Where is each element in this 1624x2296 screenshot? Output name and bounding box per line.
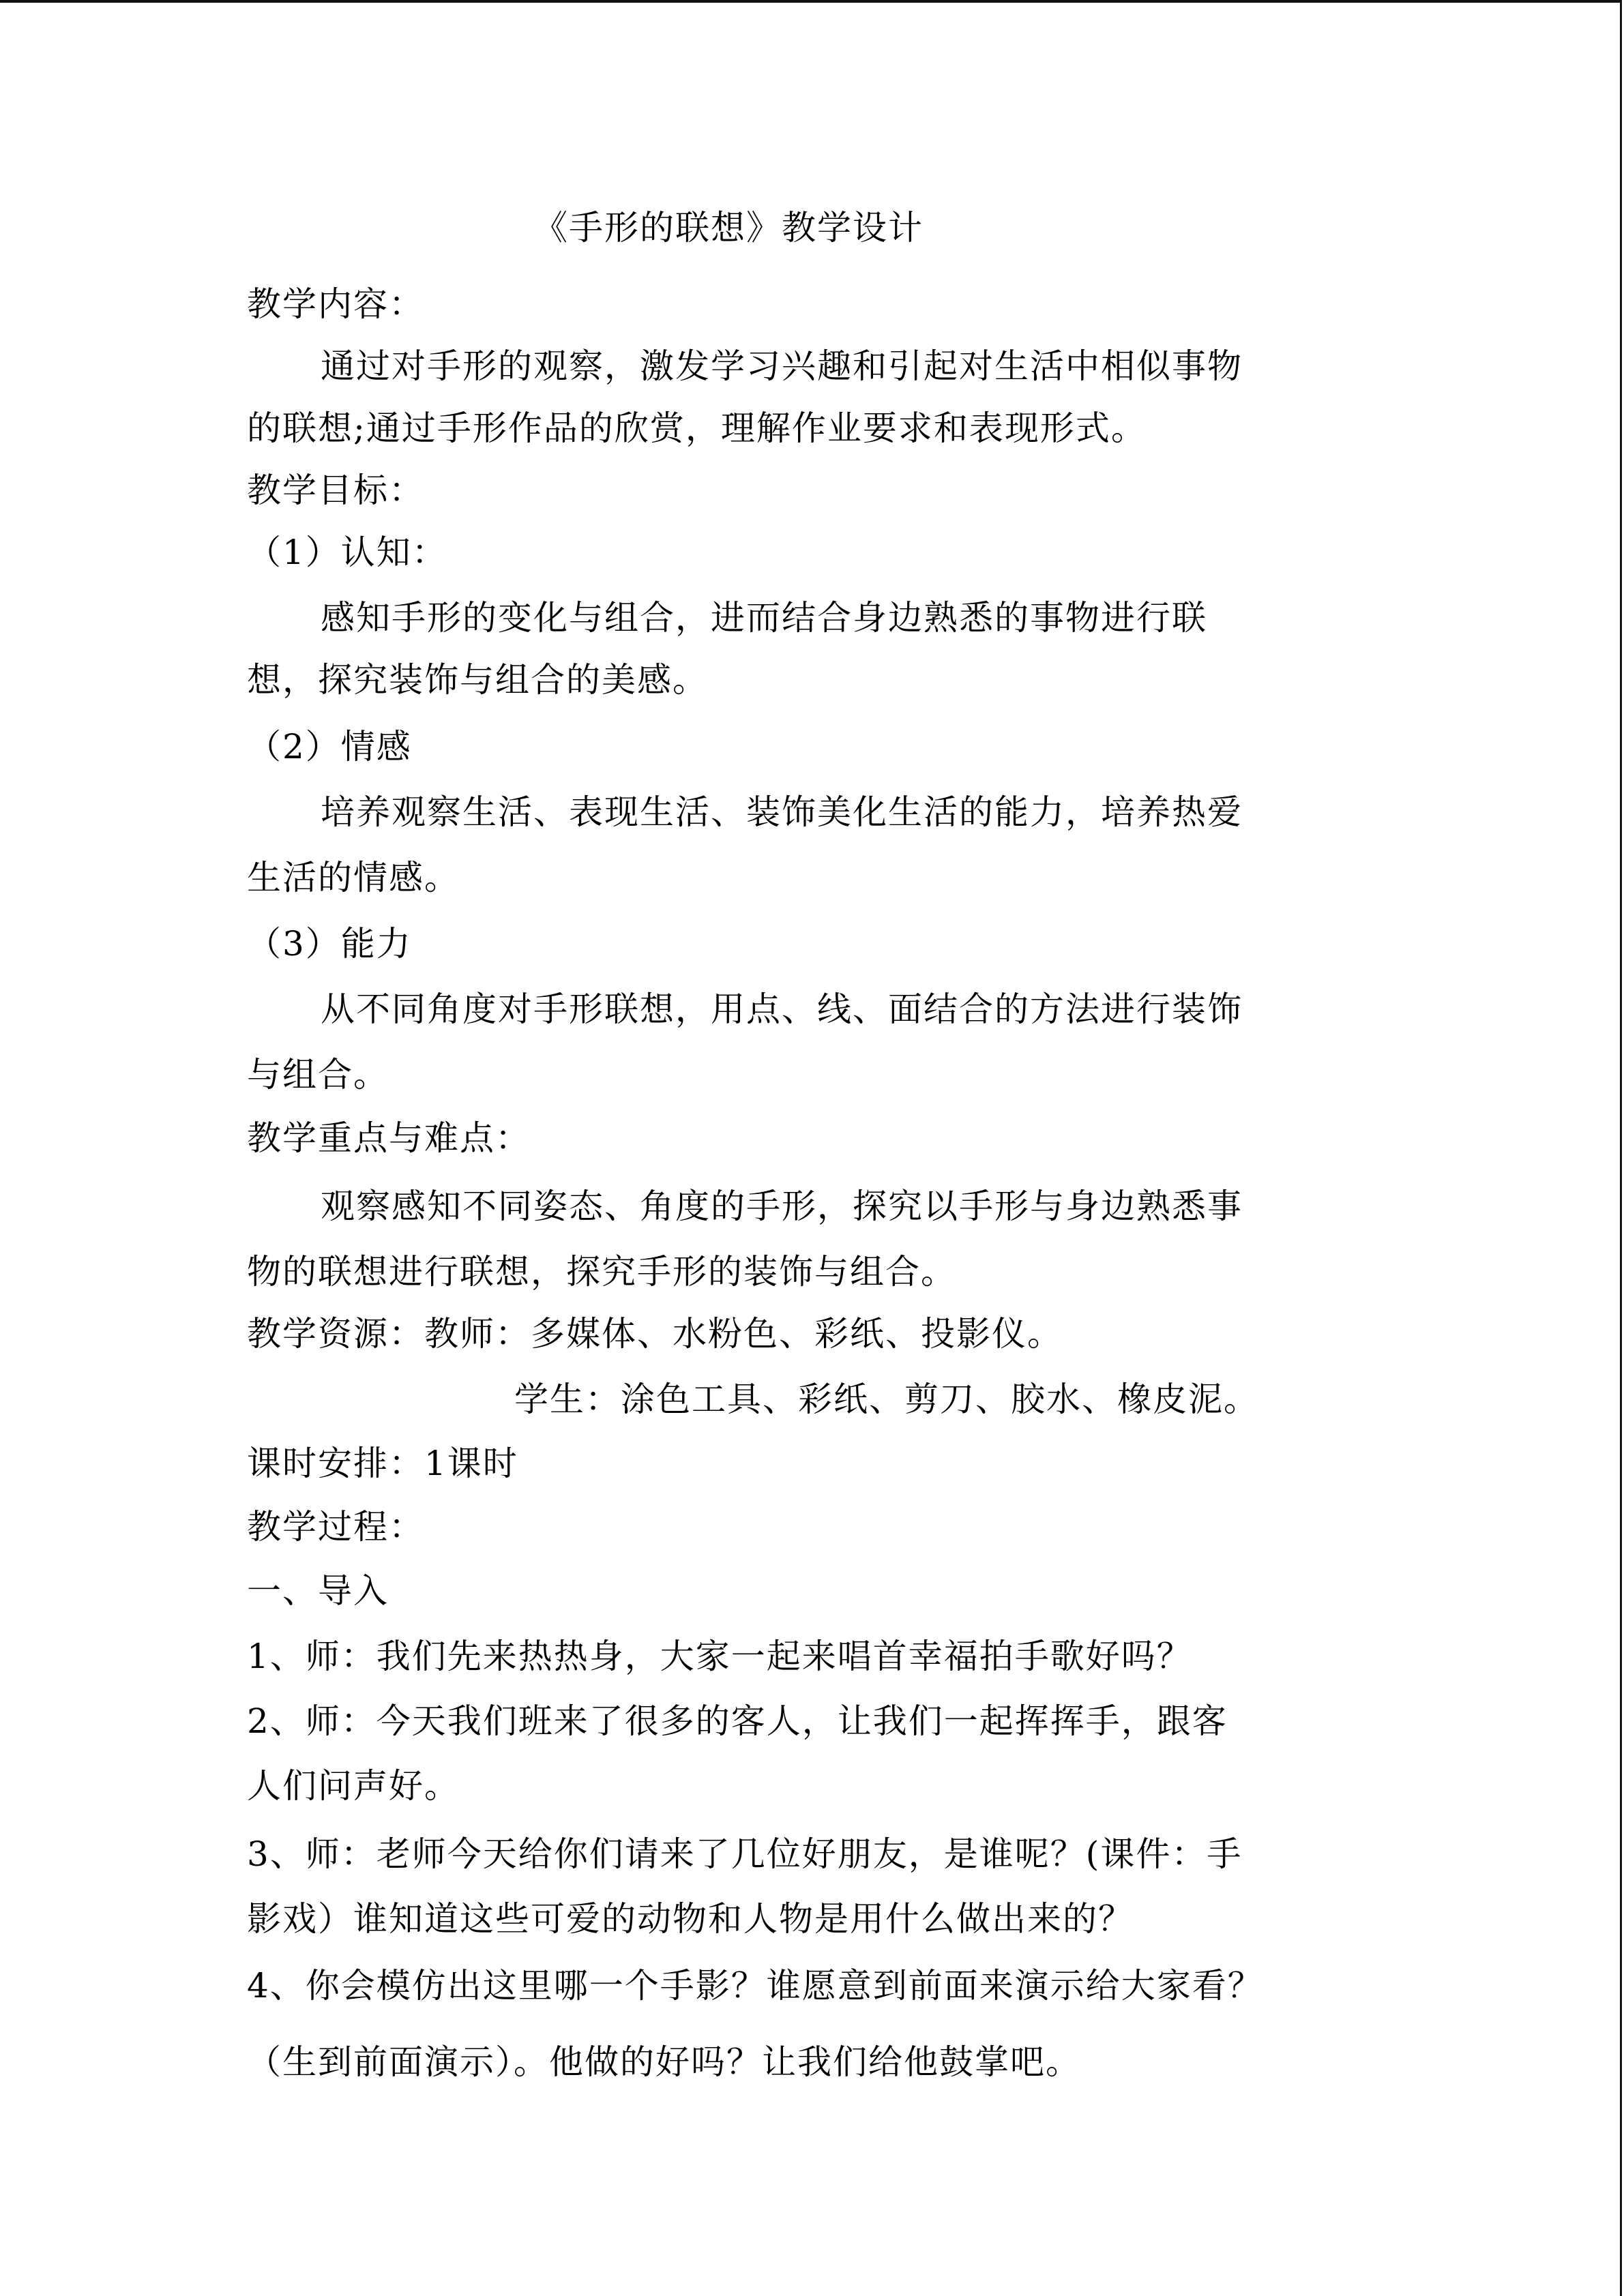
paragraph-line: 通过对手形的观察，激发学习兴趣和引起对生活中相似事物 xyxy=(321,346,1243,386)
section-heading-process: 教学过程： xyxy=(247,1507,424,1547)
process-step-continued: 影戏）谁知道这些可爱的动物和人物是用什么做出来的？ xyxy=(247,1899,1134,1939)
goal-label-cognition: （1）认知： xyxy=(247,533,447,572)
resources-teacher: 教学资源：教师：多媒体、水粉色、彩纸、投影仪。 xyxy=(247,1314,1063,1354)
paragraph-line: 培养观察生活、表现生活、装饰美化生活的能力，培养热爱 xyxy=(321,792,1243,832)
section-heading-goals: 教学目标： xyxy=(247,471,424,510)
section-heading-key-points: 教学重点与难点： xyxy=(247,1118,531,1158)
paragraph-line: 生活的情感。 xyxy=(247,858,460,897)
process-step: 3、师：老师今天给你们请来了几位好朋友，是谁呢？(课件：手 xyxy=(247,1834,1243,1874)
process-part-heading: 一、导入 xyxy=(247,1571,389,1611)
paragraph-line: 想，探究装饰与组合的美感。 xyxy=(247,660,708,700)
paragraph-line: 感知手形的变化与组合，进而结合身边熟悉的事物进行联 xyxy=(321,598,1207,638)
goal-label-emotion: （2）情感 xyxy=(247,727,412,766)
process-step-continued: 人们问声好。 xyxy=(247,1766,460,1806)
paragraph-line: 从不同角度对手形联想，用点、线、面结合的方法进行装饰 xyxy=(321,989,1243,1029)
page-title: 《手形的联想》教学设计 xyxy=(533,208,924,248)
paragraph-line: 与组合。 xyxy=(247,1055,389,1094)
paragraph-line: 观察感知不同姿态、角度的手形，探究以手形与身边熟悉事 xyxy=(321,1187,1243,1226)
paragraph-line: 物的联想进行联想，探究手形的装饰与组合。 xyxy=(247,1252,956,1292)
process-step-continued: （生到前面演示）。他做的好吗？让我们给他鼓掌吧。 xyxy=(247,2042,1081,2082)
process-step: 2、师：今天我们班来了很多的客人，让我们一起挥挥手，跟客 xyxy=(247,1701,1228,1741)
process-step: 1、师：我们先来热热身，大家一起来唱首幸福拍手歌好吗？ xyxy=(247,1637,1192,1676)
section-heading-content: 教学内容： xyxy=(247,284,424,324)
goal-label-ability: （3）能力 xyxy=(247,924,412,964)
resources-students: 学生：涂色工具、彩纸、剪刀、胶水、橡皮泥。 xyxy=(514,1380,1259,1419)
paragraph-line: 的联想;通过手形作品的欣赏，理解作业要求和表现形式。 xyxy=(247,408,1147,448)
process-step: 4、你会模仿出这里哪一个手影？谁愿意到前面来演示给大家看？ xyxy=(247,1966,1263,2006)
schedule-line: 课时安排：1课时 xyxy=(247,1444,518,1483)
